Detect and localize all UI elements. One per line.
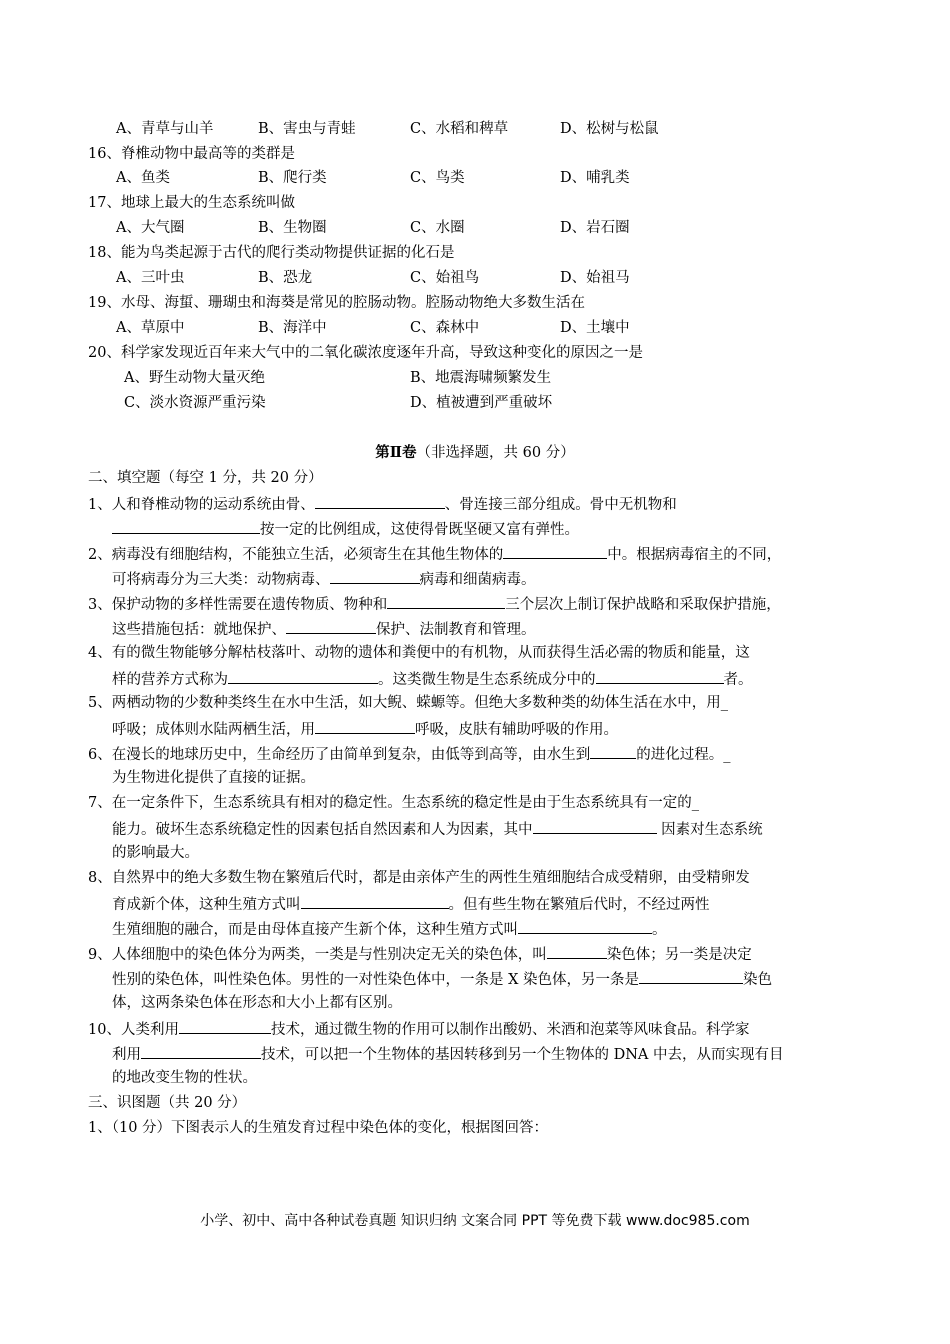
blank[interactable] (547, 943, 607, 959)
page-footer: 小学、初中、高中各种试卷真题 知识归纳 文案合同 PPT 等免费下载 www.doc985.com (200, 1213, 750, 1229)
q19-option-a: A、草原中 (116, 320, 185, 336)
q18-option-c: C、始祖鸟 (410, 270, 480, 286)
blank[interactable] (112, 518, 260, 534)
q17-option-a: A、大气圈 (116, 220, 185, 236)
q17-option-d: D、岩石圈 (560, 220, 630, 236)
part2-heading: 二、填空题（每空 1 分，共 20 分） (88, 470, 323, 486)
blank[interactable] (518, 918, 652, 934)
fill-8-line-2 (112, 893, 710, 915)
fill-7-text: 因素对生态系统 (661, 822, 763, 838)
fill-8-text: 。但有些生物在繁殖后代时，不经过两性 (448, 897, 710, 913)
fill-7-line-3: 的影响最大。 (112, 845, 199, 861)
fill-6-text: 的进化过程。_ (636, 747, 731, 763)
fill-9-text: 9、人体细胞中的染色体分为两类，一类是与性别决定无关的染色体，叫 (88, 947, 547, 963)
fill-7-text: 能力。破坏生态系统稳定性的因素包括自然因素和人为因素，其中 (112, 822, 533, 838)
fill-2-line-2 (112, 568, 536, 590)
fill-4-text: 者。 (723, 672, 753, 688)
fill-8-text: 。 (652, 922, 667, 938)
q16-option-d: D、哺乳类 (560, 170, 630, 186)
fill-10-line-2 (112, 1043, 784, 1065)
q16-option-b: B、爬行类 (258, 170, 327, 186)
fill-3-line-2 (112, 618, 536, 640)
blank[interactable] (533, 818, 657, 834)
fill-1-text: 、骨连接三部分组成。骨中无机物和 (444, 497, 677, 513)
fill-10-text: 技术，通过微生物的作用可以制作出酸奶、米酒和泡菜等风味食品。科学家 (270, 1022, 750, 1038)
fill-3-text: 三个层次上制订保护战略和采取保护措施， (505, 597, 781, 613)
q19-option-b: B、海洋中 (258, 320, 327, 336)
blank[interactable] (590, 743, 636, 759)
blank[interactable] (503, 543, 607, 559)
part3-question-1: 1、（10 分）下图表示人的生殖发育过程中染色体的变化，根据图回答： (88, 1120, 549, 1136)
fill-9-line-1 (88, 943, 752, 965)
q17-stem: 17、地球上最大的生态系统叫做 (88, 195, 295, 211)
fill-3-text: 保护、法制教育和管理。 (376, 622, 536, 638)
fill-9-text: 性别的染色体，叫性染色体。男性的一对性染色体中，一条是 X 染色体，另一条是 (112, 972, 640, 988)
fill-3-line-1 (88, 593, 781, 615)
blank[interactable] (387, 593, 505, 609)
blank[interactable] (286, 618, 376, 634)
blank[interactable] (141, 1043, 261, 1059)
fill-4-text: 样的营养方式称为 (112, 672, 228, 688)
fill-9-line-3: 体，这两条染色体在形态和大小上都有区别。 (112, 995, 402, 1011)
fill-8-text: 生殖细胞的融合，而是由母体直接产生新个体，这种生殖方式叫 (112, 922, 518, 938)
fill-2-text: 2、病毒没有细胞结构，不能独立生活，必须寄生在其他生物体的 (88, 547, 504, 563)
fill-5-line-1: 5、两栖动物的少数种类终生在水中生活，如大鲵、蝾螈等。但绝大多数种类的幼体生活在水中，用_ (88, 695, 728, 711)
fill-1-line-1 (88, 493, 677, 515)
q16-option-a: A、鱼类 (116, 170, 170, 186)
fill-7-line-2 (112, 818, 763, 840)
fill-10-text: 10、人类利用 (88, 1022, 179, 1038)
q15-option-b: B、害虫与青蛙 (258, 121, 356, 137)
section-title (0, 443, 950, 463)
fill-4-text: 。这类微生物是生态系统成分中的 (378, 672, 596, 688)
blank[interactable] (228, 668, 378, 684)
section-title-rest: （非选择题，共 60 分） (416, 445, 575, 461)
q20-option-b: B、地震海啸频繁发生 (410, 370, 552, 386)
fill-1-text: 按一定的比例组成，这使得骨既坚硬又富有弹性。 (260, 522, 579, 538)
fill-5-text: 呼吸，皮肤有辅助呼吸的作用。 (415, 722, 618, 738)
fill-2-line-1 (88, 543, 781, 565)
q19-option-c: C、森林中 (410, 320, 480, 336)
q18-option-a: A、三叶虫 (116, 270, 185, 286)
fill-3-text: 这些措施包括：就地保护、 (112, 622, 286, 638)
q15-option-d: D、松树与松鼠 (560, 121, 659, 137)
blank[interactable] (179, 1018, 271, 1034)
q18-stem: 18、能为鸟类起源于古代的爬行类动物提供证据的化石是 (88, 245, 455, 261)
fill-10-text: 技术，可以把一个生物体的基因转移到另一个生物体的 DNA 中去，从而实现有目 (261, 1047, 784, 1063)
fill-4-line-1: 4、有的微生物能够分解枯枝落叶、动物的遗体和粪便中的有机物，从而获得生活必需的物质和能量，这 (88, 645, 750, 661)
blank[interactable] (315, 718, 415, 734)
q16-stem: 16、脊椎动物中最高等的类群是 (88, 146, 295, 162)
fill-10-line-3: 的地改变生物的性状。 (112, 1070, 257, 1086)
q20-option-c: C、淡水资源严重污染 (124, 395, 266, 411)
fill-6-text: 6、在漫长的地球历史中，生命经历了由简单到复杂，由低等到高等，由水生到 (88, 747, 591, 763)
q15-option-a: A、青草与山羊 (116, 121, 214, 137)
blank[interactable] (330, 568, 420, 584)
fill-5-text: 呼吸；成体则水陆两栖生活，用 (112, 722, 315, 738)
fill-6-line-2: 为生物进化提供了直接的证据。 (112, 770, 315, 786)
part3-heading: 三、识图题（共 20 分） (88, 1095, 247, 1111)
fill-5-line-2 (112, 718, 618, 740)
section-title-bold: 第Ⅱ卷 (375, 444, 417, 461)
fill-2-text: 病毒和细菌病毒。 (419, 572, 536, 588)
q18-option-d: D、始祖马 (560, 270, 630, 286)
blank[interactable] (639, 968, 743, 984)
blank[interactable] (596, 668, 724, 684)
fill-1-line-2 (112, 518, 579, 540)
q18-option-b: B、恐龙 (258, 270, 313, 286)
fill-9-text: 染色体；另一类是决定 (606, 947, 752, 963)
blank[interactable] (315, 493, 445, 509)
fill-9-line-2 (112, 968, 772, 990)
q20-option-d: D、植被遭到严重破坏 (410, 395, 553, 411)
fill-2-text: 可将病毒分为三大类：动物病毒、 (112, 572, 330, 588)
q15-option-c: C、水稻和稗草 (410, 121, 509, 137)
fill-9-text: 染色 (743, 972, 773, 988)
fill-2-text: 中。根据病毒宿主的不同， (607, 547, 782, 563)
fill-1-text: 1、人和脊椎动物的运动系统由骨、 (88, 497, 315, 513)
q17-option-c: C、水圈 (410, 220, 465, 236)
fill-10-text: 利用 (112, 1047, 141, 1063)
q20-stem: 20、科学家发现近百年来大气中的二氧化碳浓度逐年升高，导致这种变化的原因之一是 (88, 345, 643, 361)
q19-option-d: D、土壤中 (560, 320, 630, 336)
fill-3-text: 3、保护动物的多样性需要在遗传物质、物种和 (88, 597, 388, 613)
q19-stem: 19、水母、海蜇、珊瑚虫和海葵是常见的腔肠动物。腔肠动物绝大多数生活在 (88, 295, 585, 311)
fill-8-line-1: 8、自然界中的绝大多数生物在繁殖后代时，都是由亲体产生的两性生殖细胞结合成受精卵，由受精卵发 (88, 870, 750, 886)
blank[interactable] (301, 893, 449, 909)
fill-4-line-2 (112, 668, 753, 690)
q17-option-b: B、生物圈 (258, 220, 327, 236)
fill-7-line-1: 7、在一定条件下，生态系统具有相对的稳定性。生态系统的稳定性是由于生态系统具有一定的_ (88, 795, 699, 811)
fill-10-line-1 (88, 1018, 749, 1040)
fill-8-text: 育成新个体，这种生殖方式叫 (112, 897, 301, 913)
fill-8-line-3 (112, 918, 667, 940)
q20-option-a: A、野生动物大量灭绝 (124, 370, 265, 386)
fill-6-line-1 (88, 743, 730, 765)
q16-option-c: C、鸟类 (410, 170, 465, 186)
